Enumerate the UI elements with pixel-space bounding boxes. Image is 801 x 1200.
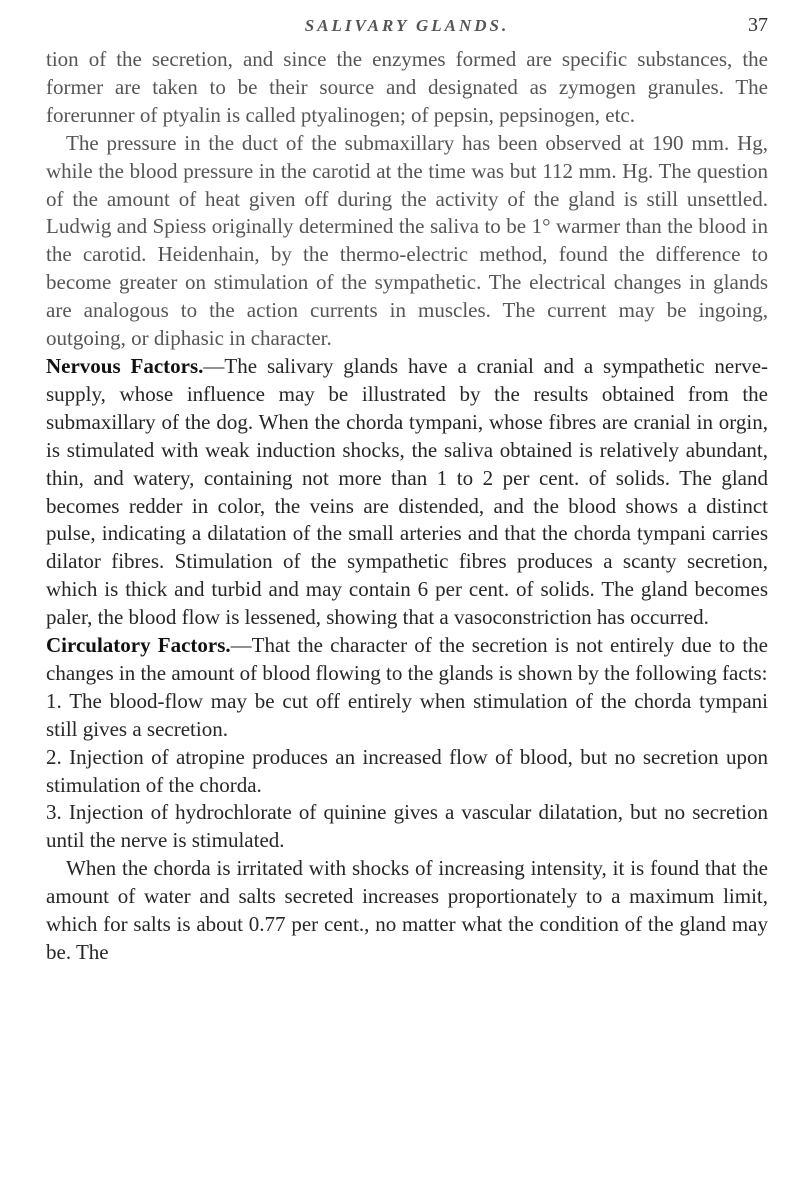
paragraph-zymogen: tion of the secretion, and since the enzymes formed are specific substances, the former are taken to be their source and designated as zymogen granules. The forerunner of ptyalin is called ptyalinogen; of pepsin, pepsinogen, etc. [46, 47, 768, 127]
list-item-3: 3. Injection of hydrochlorate of quinine gives a vascular dilatation, but no secretion until the nerve is stimulated. [46, 800, 768, 853]
body-text [46, 46, 768, 967]
list-item-2: 2. Injection of atropine produces an increased flow of blood, but no secretion upon stimulation of the chorda. [46, 744, 768, 797]
heading-nervous-factors: Nervous Factors. [46, 353, 204, 378]
running-head-title: SALIVARY GLANDS. [304, 16, 510, 35]
paragraph-chorda-irritation: When the chorda is irritated with shocks of increasing intensity, it is found that the amount of water and salts secreted increases proportionately to a maximum limit, which for salts is about 0.77 per cent., no matter what the condition of the gland may be. The [46, 856, 768, 964]
heading-circulatory-factors: Circulatory Factors. [46, 633, 231, 658]
nervous-factors-text: —The salivary glands have a cranial and a sympathetic nerve-supply, whose influence may be illustrated by the results obtained from the submaxillary of the dog. When the chorda tympani, whose fibres are cranial in orgin, is stimulated with weak induction shocks, the saliva obtained is relatively abundant, thin, and watery, containing not more than 1 to 2 per cent. of solids. The gland becomes redder in color, the veins are distended, and the blood shows a distinct pulse, indicating a dilatation of the small arteries and that the chorda tympani carries dilator fibres. Stimulation of the sympathetic fibres produces a scanty secretion, which is thick and turbid and may contain 6 per cent. of solids. The gland becomes paler, the blood flow is lessened, showing that a vasoconstriction has occurred. [46, 353, 769, 630]
circulatory-factors-text: —That the character of the secretion is not entirely due to the changes in the amount of blood flowing to the glands is shown by the following facts: [46, 633, 768, 685]
list-item-1: 1. The blood-flow may be cut off entirely when stimulation of the chorda tympani still gives a secretion. [46, 688, 768, 741]
book-page [46, 14, 768, 967]
running-head [46, 14, 768, 46]
paragraph-pressure-heat: The pressure in the duct of the submaxillary has been observed at 190 mm. Hg, while the blood pressure in the carotid at the time was but 112 mm. Hg. The question of the amount of heat given off during the activity of the gland is still unsettled. Ludwig and Spiess originally determined the saliva to be 1° warmer than the blood in the carotid. Heidenhain, by the thermo-electric method, found the difference to become greater on stimulation of the sympathetic. The electrical changes in glands are analogous to the action currents in muscles. The current may be ingoing, outgoing, or diphasic in character. [46, 130, 768, 351]
paragraph-nervous-factors [46, 353, 768, 632]
paragraph-circulatory-factors [46, 632, 768, 688]
page-number: 37 [748, 14, 768, 36]
